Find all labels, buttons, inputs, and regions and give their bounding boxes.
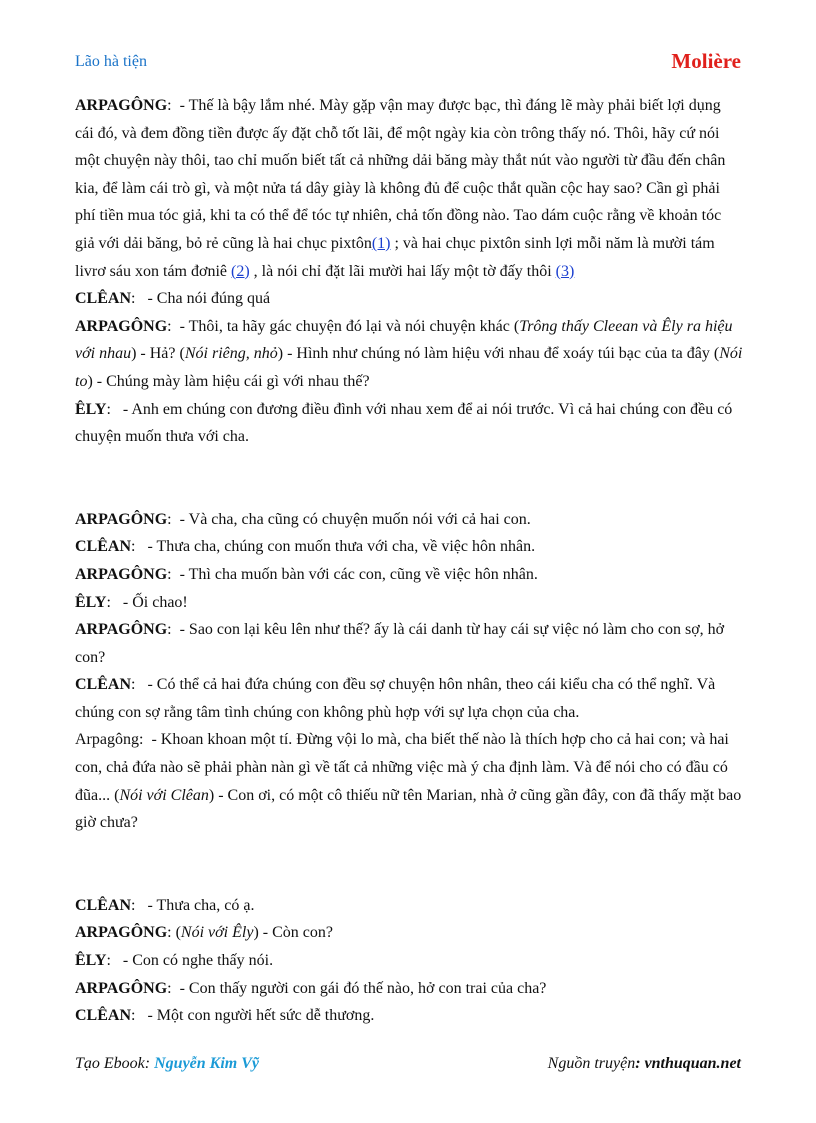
speaker-name: CLÊAN [75, 896, 132, 914]
play-text [75, 92, 743, 1030]
speaker-name: ARPAGÔNG [75, 97, 168, 114]
speaker-name: ARPAGÔNG [75, 565, 168, 583]
footnote-link-3[interactable]: (3) [555, 262, 575, 280]
speaker-name: CLÊAN [75, 538, 132, 556]
stage-direction: Nói riêng, nhỏ [184, 345, 278, 363]
dialogue-line: CLÊAN: - Thưa cha, có ạ. [75, 896, 255, 914]
dialogue-line: ÊLY: - Con có nghe thấy nói. [75, 952, 274, 970]
dialogue-line: ARPAGÔNG: - Con thấy người con gái đó thế nào, hở con trai của cha? [75, 979, 547, 997]
source-name: vnthuquan.net [644, 1055, 741, 1072]
dialogue-line: CLÊAN: - Cha nói đúng quá [75, 290, 271, 308]
dialogue-line: Arpagông: - Khoan khoan một tí. Đừng vội lo mà, cha biết thế nào là thích hợp cho cả hai con; và hai con, chả đứa nào sẽ phải phàn nàn gì về tất cả những việc mà ý cha định làm. Và để nói cho có đầu có đũa... (Nói với Clêan) - Con ơi, có một cô thiếu nữ tên Marian, nhà ở cũng gần đây, con đã thấy mặt bao giờ chưa? [75, 731, 742, 832]
speaker-name: ÊLY [75, 593, 107, 611]
dialogue-line: CLÊAN: - Có thể cả hai đứa chúng con đều sợ chuyện hôn nhân, theo cái kiểu cha có thể nghĩ. Và chúng con sợ rằng tâm tình chúng con không phù hợp với sự lựa chọn của cha. [75, 676, 716, 721]
speaker-name: ÊLY [75, 400, 107, 418]
dialogue-line: ARPAGÔNG: - Thế là bậy lắm nhé. Mày gặp vận may được bạc, thì đáng lẽ mày phải biết lợi dụng cái đó, và đem đồng tiền được ấy đặt chỗ tốt lãi, để một ngày kia còn trông thấy nó. Thôi, hãy cứ nói một chuyện này thôi, tao chỉ muốn biết tất cả những dải băng mày thắt nút vào người từ đầu đến chân kia, để làm cái trò gì, và một nửa tá dây giày là không đủ để cuộc thắt quần cộc hay sao? Cần gì phải phí tiền mua tóc giả, khi ta có thể để tóc tự nhiên, chả tốn đồng nào. Tao dám cuộc rằng về khoản tóc giả với dải băng, bỏ rẻ cũng là hai chục pixtôn(1) ; và hai chục pixtôn sinh lợi mỗi năm là mười tám livrơ sáu xon tám đơniê (2) , là nói chỉ đặt lãi mười hai lấy một tờ đấy thôi (3) [75, 97, 726, 280]
speaker-name: ARPAGÔNG [75, 979, 168, 997]
speaker-name: ARPAGÔNG [75, 317, 168, 335]
dialogue-line: ARPAGÔNG: (Nói với Êly) - Còn con? [75, 924, 333, 942]
ebook-credit: Tạo Ebook: Nguyễn Kim Vỹ [75, 1055, 259, 1072]
stage-direction: Trông thấy Cleean và Êly ra hiệu với nhau [75, 317, 733, 363]
author-name: Molière [671, 49, 741, 73]
stage-direction: Nói với Êly [180, 924, 254, 942]
book-title: Lão hà tiện [75, 53, 147, 70]
dialogue-line: ARPAGÔNG: - Và cha, cha cũng có chuyện muốn nói với cả hai con. [75, 510, 531, 528]
footnote-link-2[interactable]: (2) [231, 262, 250, 280]
speaker-name: CLÊAN [75, 676, 132, 694]
source-credit: Nguồn truyện: vnthuquan.net [547, 1055, 741, 1072]
dialogue-line: ÊLY: - Anh em chúng con đương điều đình với nhau xem để ai nói trước. Vì cả hai chúng con đều có chuyện muốn thưa với cha. [75, 400, 733, 446]
dialogue-line: ARPAGÔNG: - Sao con lại kêu lên như thế? ấy là cái danh từ hay cái sự việc nó làm cho con sợ, hở con? [75, 621, 725, 666]
stage-direction: Nói to [75, 345, 743, 390]
speaker-name: ÊLY [75, 952, 107, 970]
stage-direction: Nói với Clêan [119, 786, 209, 804]
dialogue-line: CLÊAN: - Thưa cha, chúng con muốn thưa với cha, về việc hôn nhân. [75, 538, 536, 556]
dialogue-line: ARPAGÔNG: - Thôi, ta hãy gác chuyện đó lại và nói chuyện khác (Trông thấy Cleean và Êly ra hiệu với nhau) - Hả? (Nói riêng, nhỏ) - Hình như chúng nó làm hiệu với nhau để xoáy túi bạc của ta đây (Nói to) - Chúng mày làm hiệu cái gì với nhau thế? [75, 317, 743, 390]
footnote-link-1[interactable]: (1) [371, 234, 391, 252]
speaker-name: CLÊAN [75, 1007, 132, 1025]
dialogue-line: ARPAGÔNG: - Thì cha muốn bàn với các con, cũng về việc hôn nhân. [75, 565, 538, 583]
speaker-name: CLÊAN [75, 290, 132, 308]
speaker-name: ARPAGÔNG [75, 621, 168, 639]
section-gap [75, 837, 743, 892]
credit-name: Nguyễn Kim Vỹ [154, 1055, 259, 1072]
dialogue-line: ÊLY: - Ối chao! [75, 593, 188, 611]
speaker-name: Arpagông [75, 731, 139, 749]
dialogue-line: CLÊAN: - Một con người hết sức dễ thương. [75, 1007, 375, 1025]
speaker-name: ARPAGÔNG [75, 510, 168, 528]
speaker-name: ARPAGÔNG [75, 924, 168, 942]
section-gap [75, 451, 743, 506]
